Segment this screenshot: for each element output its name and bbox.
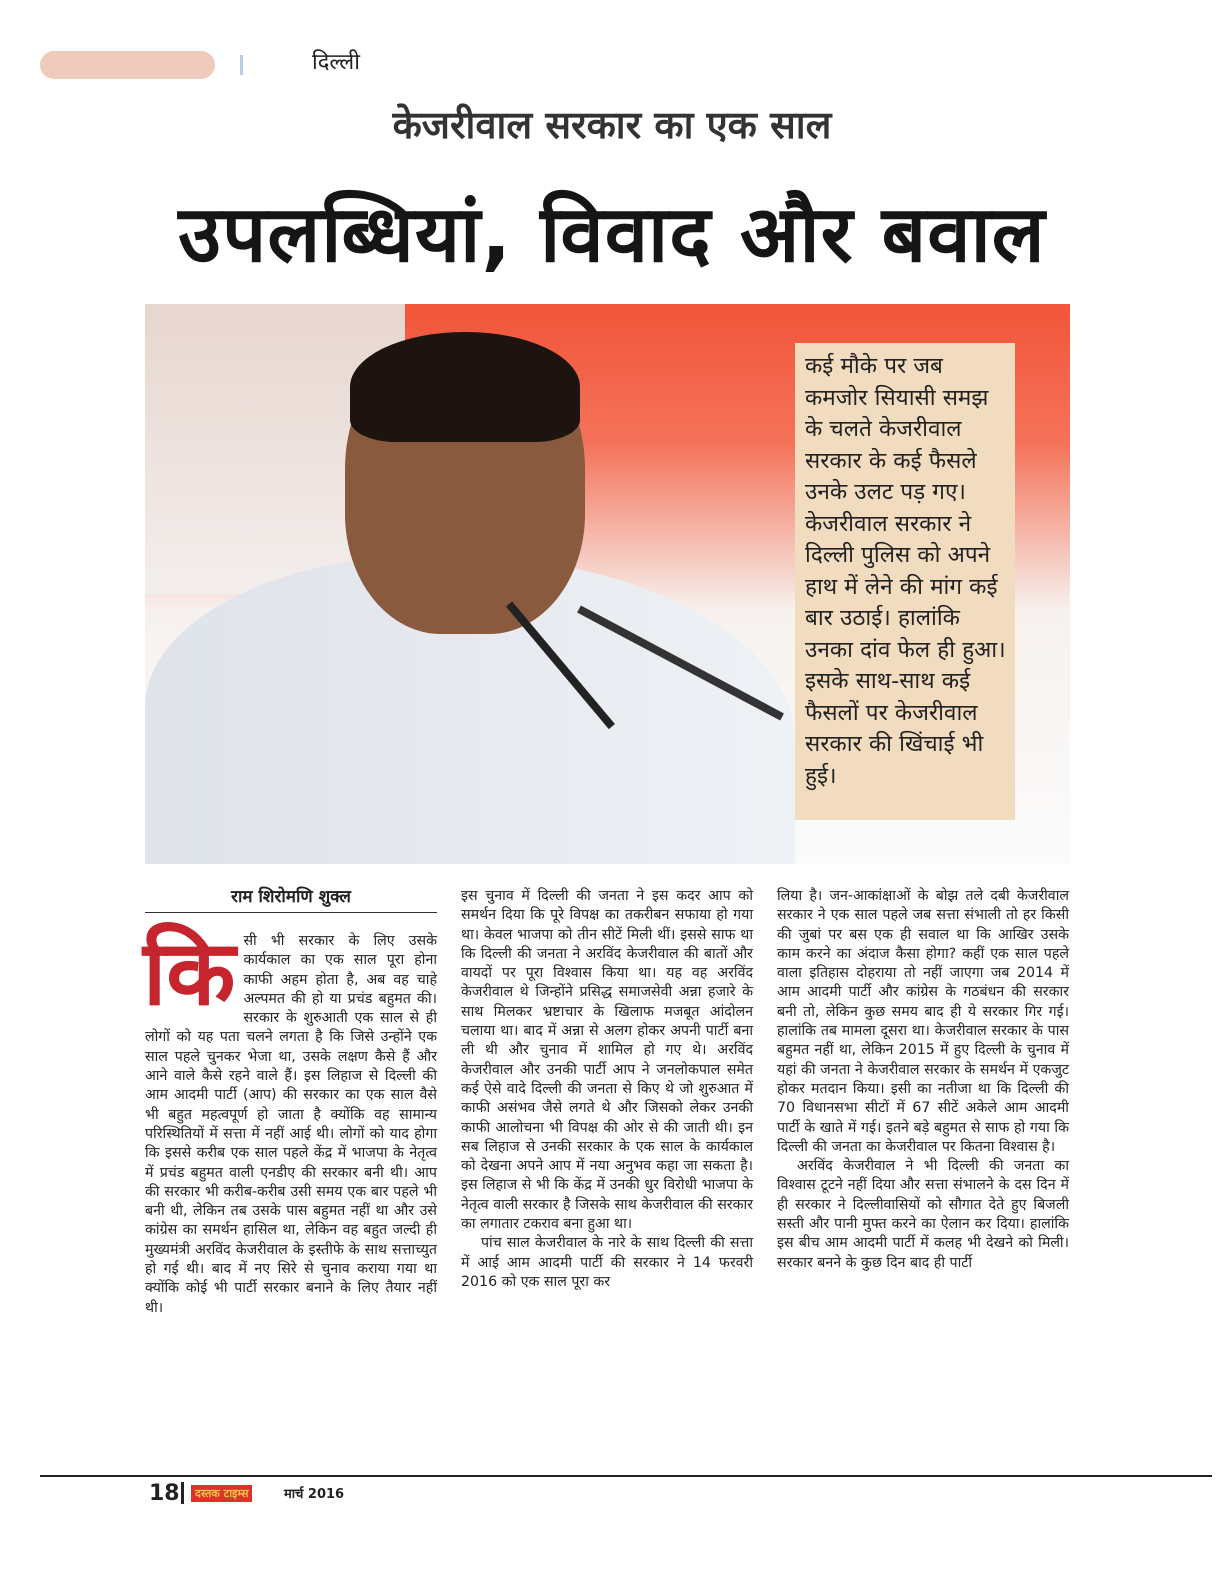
- headline: उपलब्धियां, विवाद और बवाल: [178, 190, 1046, 280]
- kicker: केजरीवाल सरकार का एक साल: [392, 103, 832, 147]
- section-label: दिल्ली: [312, 50, 360, 75]
- pull-quote: कई मौके पर जब कमजोर सियासी समझ के चलते केजरीवाल सरकार के कई फैसले उनके उलट पड़ गए। केजरीवाल सरकार ने दिल्ली पुलिस को अपने हाथ में लेने की मांग कई बार उठाई। हालांकि उनका दांव फेल ही हुआ। इसके साथ-साथ कई फैसलों पर केजरीवाल सरकार की खिंचाई भी हुई।: [795, 343, 1015, 820]
- page-number: 18: [149, 1481, 180, 1506]
- article-column-2: [461, 887, 753, 1292]
- publication-logo: दस्तक टाइम्स: [191, 1485, 252, 1502]
- footer-divider: [181, 1482, 184, 1504]
- byline: राम शिरोमणि शुक्ल: [145, 884, 437, 913]
- paragraph: लिया है। जन-आकांक्षाओं के बोझ तले दबी केजरीवाल सरकार ने एक साल पहले जब सत्ता संभाली तो हर किसी की जुबां पर बस एक ही सवाल था कि आखिर उसके काम करने का अंदाज कैसा होगा? कहीं एक साल पहले वाला इतिहास दोहराया तो नहीं जाएगा जब 2014 में आम आदमी पार्टी और कांग्रेस के गठबंधन की सरकार बनी तो, लेकिन कुछ समय बाद ही ये सरकार गिर गई। हालांकि तब मामला दूसरा था। केजरीवाल सरकार के पास बहुमत नहीं था, लेकिन 2015 में हुए दिल्ली के चुनाव में यहां की जनता ने केजरीवाल सरकार के समर्थन में एकजुट होकर मतदान किया। इसी का नतीजा था कि दिल्ली की 70 विधानसभा सीटों में 67 सीटें अकेले आम आदमी पार्टी के खाते में गई। इतने बड़े बहुमत से साफ हो गया कि दिल्ली की जनता का केजरीवाल पर कितना विश्वास है।: [777, 888, 1069, 1155]
- section-tag-decoration: [40, 51, 215, 79]
- article-column-1: [143, 921, 437, 1318]
- divider: [240, 55, 243, 75]
- article-column-3: [777, 887, 1069, 1273]
- issue-date: मार्च 2016: [284, 1487, 345, 1502]
- footer-rule: [40, 1475, 1212, 1477]
- paragraph: पांच साल केजरीवाल के नारे के साथ दिल्ली की सत्ता में आई आम आदमी पार्टी की सरकार ने 14 फरवरी 2016 को एक साल पूरा कर: [461, 1235, 753, 1290]
- drop-cap: कि: [143, 921, 236, 1026]
- paragraph: सी भी सरकार के लिए उसके कार्यकाल का एक साल पूरा होना काफी अहम होता है, अब वह चाहे अल्पमत की हो या प्रचंड बहुमत की। सरकार के शुरुआती एक साल से ही लोगों को यह पता चलने लगता है कि जिसे उन्होंने एक साल पहले चुनकर भेजा था, उसके लक्षण कैसे हैं और आने वाले कैसे रहने वाले हैं। इस लिहाज से दिल्ली की आम आदमी पार्टी (आप) की सरकार का एक साल वैसे भी बहुत महत्वपूर्ण हो जाता है क्योंकि वह सामान्य परिस्थितियों में सत्ता में नहीं आई थी। लोगों को याद होगा कि इससे करीब एक साल पहले केंद्र में भाजपा के नेतृत्व में प्रचंड बहुमत वाली एनडीए की सरकार बनी थी। आप की सरकार भी करीब-करीब उसी समय एक बार पहले भी बनी थी, लेकिन तब उसके पास बहुमत नहीं था और उसे कांग्रेस का समर्थन हासिल था, लेकिन वह बहुत जल्दी ही मुख्यमंत्री अरविंद केजरीवाल के इस्तीफे के साथ सत्ताच्युत हो गई थी। बाद में नए सिरे से चुनाव कराया गया था क्योंकि कोई भी पार्टी सरकार बनाने के लिए तैयार नहीं थी।: [145, 933, 437, 1316]
- paragraph: अरविंद केजरीवाल ने भी दिल्ली की जनता का विश्वास टूटने नहीं दिया और सत्ता संभालने के दस दिन में ही सरकार ने दिल्लीवासियों को सौगात देते हुए बिजली सस्ती और पानी मुफ्त करने का ऐलान कर दिया। हालांकि इस बीच आम आदमी पार्टी में कलह भी देखने को मिली। सरकार बनने के कुछ दिन बाद ही पार्टी: [777, 1158, 1069, 1271]
- paragraph: इस चुनाव में दिल्ली की जनता ने इस कदर आप को समर्थन दिया कि पूरे विपक्ष का तकरीबन सफाया हो गया था। केवल भाजपा को तीन सीटें मिली थीं। इससे साफ था कि दिल्ली की जनता ने अरविंद केजरीवाल की बातों और वायदों पर पूरा विश्वास किया था। यह वह अरविंद केजरीवाल थे जिन्होंने प्रसिद्ध समाजसेवी अन्ना हजारे के साथ मिलकर भ्रष्टाचार के खिलाफ मजबूत आंदोलन चलाया था। बाद में अन्ना से अलग होकर अपनी पार्टी बना ली थी और चुनाव में शामिल हो गए थे। अरविंद केजरीवाल और उनकी पार्टी आप ने जनलोकपाल समेत कई ऐसे वादे दिल्ली की जनता से किए थे जो शुरुआत में काफी असंभव जैसे लगते थे और जिसको लेकर उनकी काफी आलोचना भी विपक्ष की ओर से की जाती थी। इन सब लिहाज से उनकी सरकार के एक साल के कार्यकाल को देखना अपने आप में नया अनुभव कहा जा सकता है। इस लिहाज से भी कि केंद्र में उनकी धुर विरोधी भाजपा के नेतृत्व वाली सरकार है जिसके साथ केजरीवाल की सरकार का लगातार टकराव बना हुआ था।: [461, 888, 753, 1233]
